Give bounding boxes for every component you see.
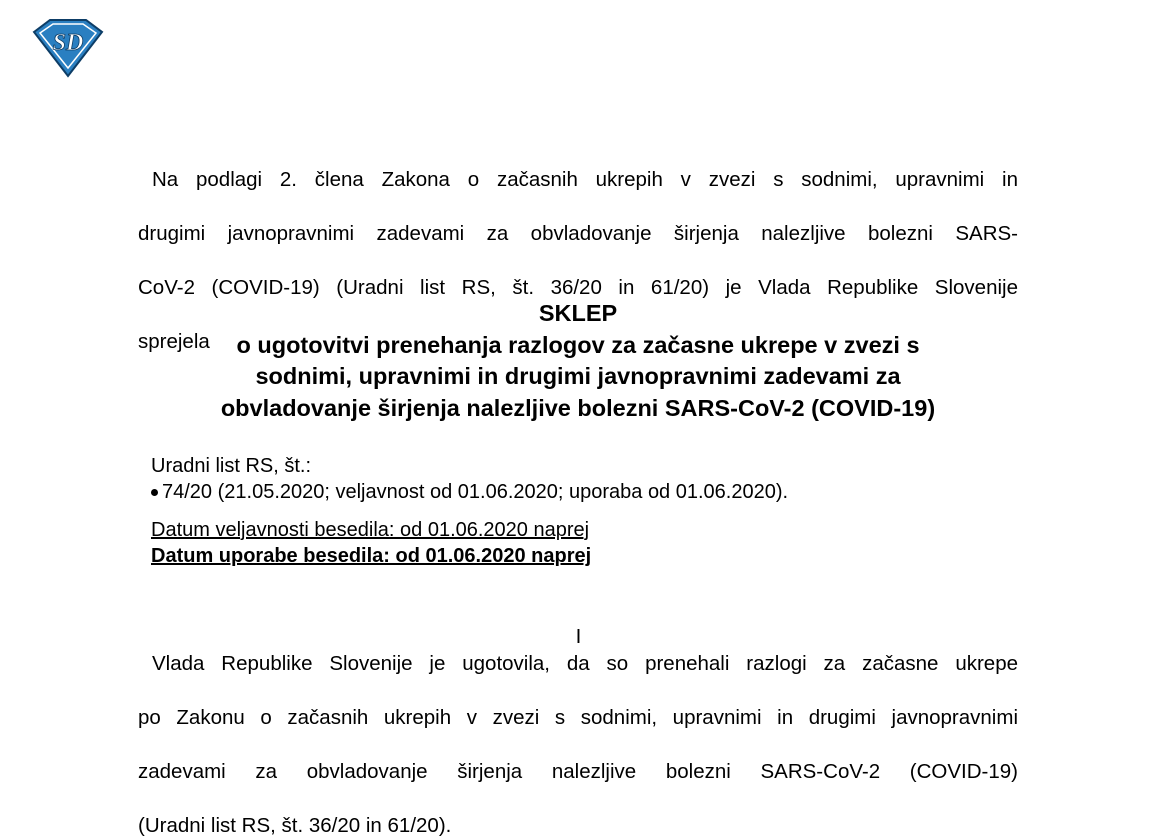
section-number: I <box>575 625 582 648</box>
intro-line: Na podlagi 2. člena Zakona o začasnih ukrepih v zvezi s sodnimi, upravnimi in <box>152 168 1018 191</box>
title-heading: SKLEP <box>538 300 618 326</box>
intro-line: CoV-2 (COVID-19) (Uradni list RS, št. 36/20 in 61/20) je Vlada Republike Slovenije <box>138 276 1018 299</box>
section-line: Vlada Republike Slovenije je ugotovila, da so prenehali razlogi za začasne ukrepe <box>152 652 1018 675</box>
gazette-entry <box>151 479 788 505</box>
svg-text:SD: SD <box>52 30 84 56</box>
intro-line: sprejela <box>138 330 210 353</box>
text-dates <box>151 517 591 569</box>
intro-line: drugimi javnopravnimi zadevami za obvladovanje širjenja nalezljive bolezni SARS- <box>138 222 1018 245</box>
sd-logo-icon <box>30 18 104 78</box>
document-title <box>138 298 1018 424</box>
title-line: sodnimi, upravnimi in drugimi javnopravnimi zadevami za <box>255 363 901 389</box>
gazette-entry-text[interactable]: 74/20 (21.05.2020; veljavnost od 01.06.2020; uporaba od 01.06.2020). <box>162 481 789 503</box>
title-line: o ugotovitvi prenehanja razlogov za začasne ukrepe v zvezi s <box>236 331 920 358</box>
section-line: zadevami za obvladovanje širjenja nalezljive bolezni SARS-CoV-2 (COVID-19) <box>138 760 1018 783</box>
section-line: po Zakonu o začasnih ukrepih v zvezi s sodnimi, upravnimi in drugimi javnopravnimi <box>138 706 1018 729</box>
section-paragraph <box>138 650 1018 839</box>
bullet-icon <box>151 489 158 496</box>
section-line: (Uradni list RS, št. 36/20 in 61/20). <box>138 814 452 837</box>
gazette-label: Uradni list RS, št.: <box>151 455 312 477</box>
validity-date-link[interactable]: Datum veljavnosti besedila: od 01.06.2020 naprej <box>151 519 590 541</box>
title-line: obvladovanje širjenja nalezljive bolezni SARS-CoV-2 (COVID-19) <box>220 394 936 421</box>
application-date-link[interactable]: Datum uporabe besedila: od 01.06.2020 naprej <box>151 545 592 567</box>
gazette-reference <box>151 453 788 505</box>
